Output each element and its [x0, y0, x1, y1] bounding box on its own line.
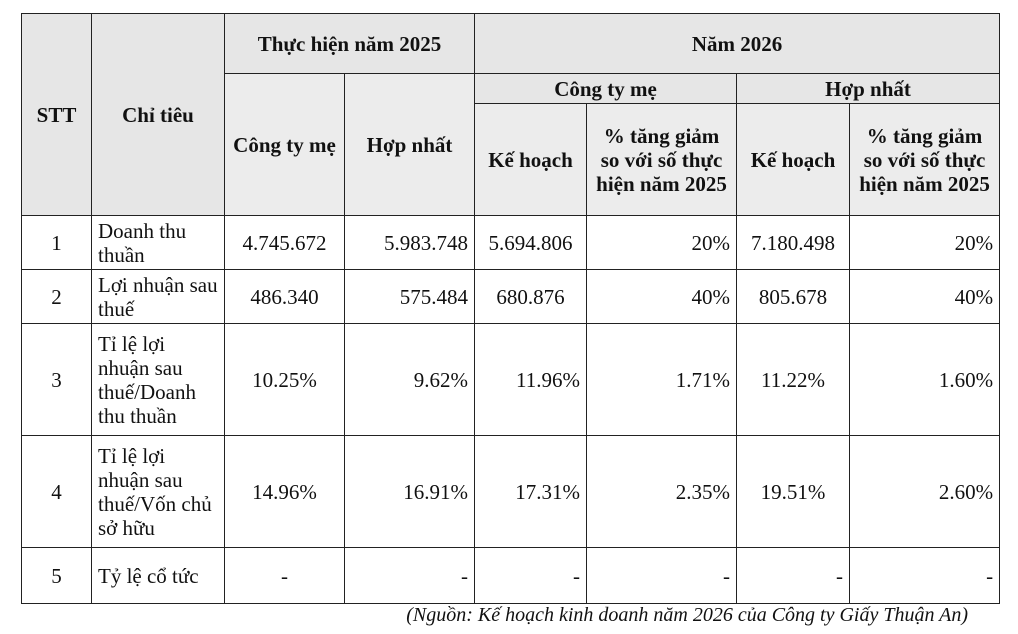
cell-hn-pct: 1.60% — [850, 324, 1000, 436]
row-stt: 5 — [22, 548, 92, 604]
table-row — [22, 436, 1000, 548]
row-label: Doanh thu thuần — [92, 216, 225, 270]
table-row — [22, 324, 1000, 436]
row-label: Lợi nhuận sau thuế — [92, 270, 225, 324]
cell-hn-2025: 9.62% — [345, 324, 475, 436]
header-chi-tieu: Chỉ tiêu — [92, 14, 225, 216]
table-row — [22, 216, 1000, 270]
cell-hn-ke-hoach: - — [737, 548, 850, 604]
cell-ctm-ke-hoach: 680.876 — [475, 270, 587, 324]
header-hop-nhat-2026: Hợp nhất — [737, 74, 1000, 104]
cell-hn-ke-hoach: 7.180.498 — [737, 216, 850, 270]
business-plan-table — [21, 13, 1000, 604]
row-stt: 4 — [22, 436, 92, 548]
cell-ctm-ke-hoach: 11.96% — [475, 324, 587, 436]
cell-ctm-2025: 10.25% — [225, 324, 345, 436]
cell-hn-pct: - — [850, 548, 1000, 604]
cell-ctm-pct: 2.35% — [587, 436, 737, 548]
header-hop-nhat-2025: Hợp nhất — [345, 74, 475, 216]
header-thuc-hien-2025: Thực hiện năm 2025 — [225, 14, 475, 74]
source-note: (Nguồn: Kế hoạch kinh doanh năm 2026 của Công ty Giấy Thuận An) — [406, 604, 968, 626]
cell-hn-ke-hoach: 11.22% — [737, 324, 850, 436]
row-label: Tỉ lệ lợi nhuận sau thuế/Vốn chủ sở hữu — [92, 436, 225, 548]
cell-ctm-2025: - — [225, 548, 345, 604]
cell-ctm-pct: - — [587, 548, 737, 604]
row-label: Tỉ lệ lợi nhuận sau thuế/Doanh thu thuần — [92, 324, 225, 436]
row-stt: 3 — [22, 324, 92, 436]
header-ke-hoach-hn: Kế hoạch — [737, 104, 850, 216]
cell-hn-ke-hoach: 805.678 — [737, 270, 850, 324]
cell-hn-pct: 2.60% — [850, 436, 1000, 548]
cell-hn-2025: 5.983.748 — [345, 216, 475, 270]
cell-ctm-ke-hoach: 17.31% — [475, 436, 587, 548]
cell-hn-pct: 20% — [850, 216, 1000, 270]
cell-hn-2025: 16.91% — [345, 436, 475, 548]
table-row — [22, 270, 1000, 324]
cell-ctm-pct: 40% — [587, 270, 737, 324]
cell-ctm-2025: 4.745.672 — [225, 216, 345, 270]
cell-hn-2025: - — [345, 548, 475, 604]
header-cong-ty-me-2025: Công ty mẹ — [225, 74, 345, 216]
cell-hn-pct: 40% — [850, 270, 1000, 324]
header-stt: STT — [22, 14, 92, 216]
row-label: Tỷ lệ cổ tức — [92, 548, 225, 604]
header-nam-2026: Năm 2026 — [475, 14, 1000, 74]
cell-ctm-ke-hoach: - — [475, 548, 587, 604]
header-pct-ctm: % tăng giảm so với số thực hiện năm 2025 — [587, 104, 737, 216]
header-cong-ty-me-2026: Công ty mẹ — [475, 74, 737, 104]
header-pct-hn: % tăng giảm so với số thực hiện năm 2025 — [850, 104, 1000, 216]
table-row — [22, 548, 1000, 604]
row-stt: 2 — [22, 270, 92, 324]
cell-ctm-pct: 1.71% — [587, 324, 737, 436]
cell-ctm-2025: 486.340 — [225, 270, 345, 324]
cell-hn-2025: 575.484 — [345, 270, 475, 324]
cell-ctm-ke-hoach: 5.694.806 — [475, 216, 587, 270]
cell-ctm-2025: 14.96% — [225, 436, 345, 548]
row-stt: 1 — [22, 216, 92, 270]
header-ke-hoach-ctm: Kế hoạch — [475, 104, 587, 216]
cell-hn-ke-hoach: 19.51% — [737, 436, 850, 548]
cell-ctm-pct: 20% — [587, 216, 737, 270]
